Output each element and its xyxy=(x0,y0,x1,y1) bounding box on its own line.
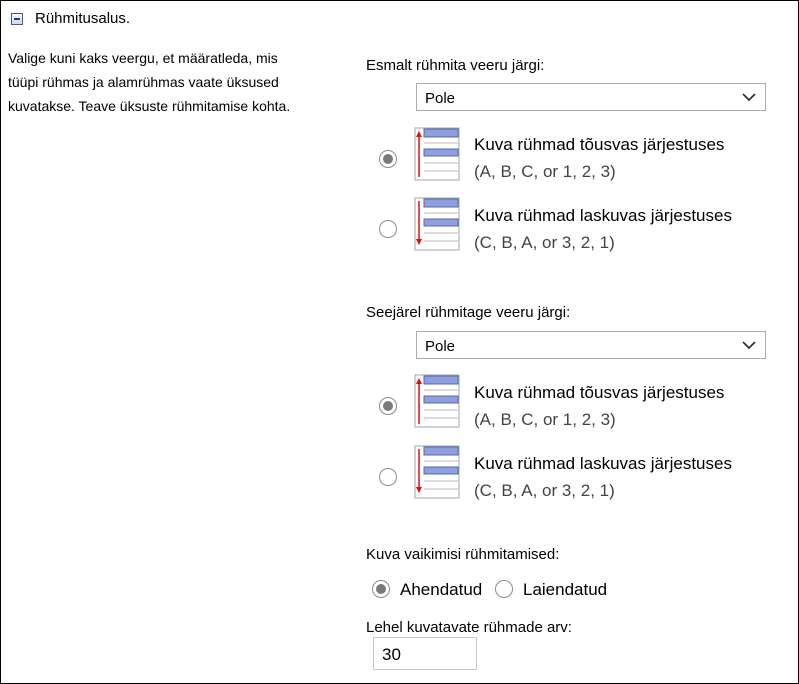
second-desc-radio[interactable] xyxy=(379,468,397,486)
first-asc-title: Kuva rühmad tõusvas järjestuses xyxy=(474,135,725,154)
section-description: Valige kuni kaks veergu, et määratleda, mis tüüpi rühmas ja alamrühmas vaate üksused kuvatakse. Teave üksuste rühmitamise kohta. xyxy=(8,50,291,114)
sort-descending-icon xyxy=(414,445,460,499)
groups-per-page-input[interactable]: 30 xyxy=(373,637,477,670)
first-group-select-value: Pole xyxy=(425,90,456,107)
collapsed-label[interactable]: Ahendatud xyxy=(400,580,483,599)
second-asc-radio[interactable] xyxy=(379,397,397,415)
expanded-label[interactable]: Laiendatud xyxy=(523,580,608,599)
second-group-label: Seejärel rühmitage veeru järgi: xyxy=(366,304,571,321)
default-display-label: Kuva vaikimisi rühmitamised: xyxy=(366,546,560,563)
sort-ascending-icon xyxy=(414,374,460,428)
second-desc-hint: (C, B, A, or 3, 2, 1) xyxy=(474,481,615,500)
section-title: Rühmitusalus. xyxy=(35,10,131,27)
sort-ascending-icon xyxy=(414,127,460,181)
first-desc-radio[interactable] xyxy=(379,220,397,238)
expanded-radio[interactable] xyxy=(495,580,513,598)
first-group-select[interactable] xyxy=(416,83,766,111)
first-desc-title: Kuva rühmad laskuvas järjestuses xyxy=(474,206,732,225)
groups-per-page-label: Lehel kuvatavate rühmade arv: xyxy=(366,619,572,636)
chevron-down-icon xyxy=(742,341,756,350)
collapse-icon[interactable] xyxy=(11,13,23,25)
sort-descending-icon xyxy=(414,197,460,251)
second-asc-hint: (A, B, C, or 1, 2, 3) xyxy=(474,410,616,429)
first-asc-hint: (A, B, C, or 1, 2, 3) xyxy=(474,162,616,181)
collapsed-radio[interactable] xyxy=(372,580,390,598)
second-asc-title: Kuva rühmad tõusvas järjestuses xyxy=(474,383,725,402)
first-asc-radio[interactable] xyxy=(379,150,397,168)
first-desc-hint: (C, B, A, or 3, 2, 1) xyxy=(474,233,615,252)
second-group-select[interactable] xyxy=(416,331,766,359)
first-group-label: Esmalt rühmita veeru järgi: xyxy=(366,57,545,74)
second-group-select-value: Pole xyxy=(425,338,456,355)
second-desc-title: Kuva rühmad laskuvas järjestuses xyxy=(474,454,732,473)
chevron-down-icon xyxy=(742,93,756,102)
